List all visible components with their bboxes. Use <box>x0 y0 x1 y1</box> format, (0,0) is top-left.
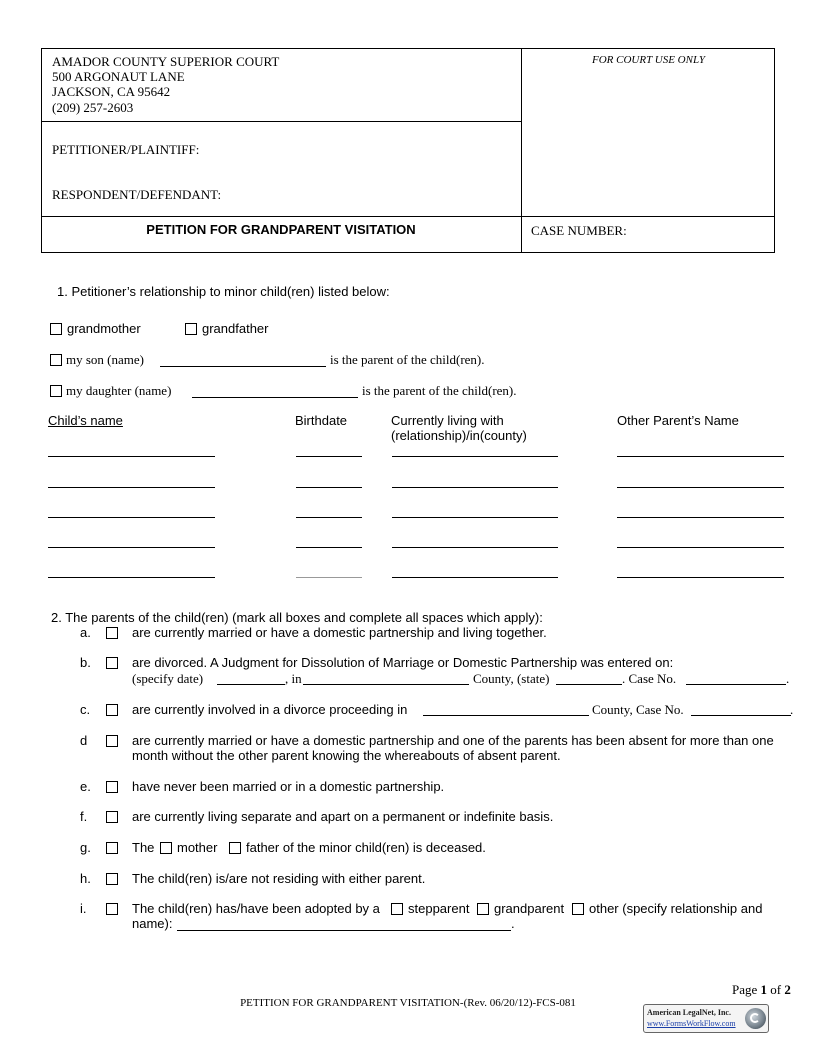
court-street: 500 ARGONAUT LANE <box>52 69 185 84</box>
item-c-period: . <box>790 702 794 717</box>
living-with-field[interactable] <box>392 547 558 548</box>
item-g-letter: g. <box>80 840 91 855</box>
living-with-field[interactable] <box>392 456 558 457</box>
daughter-label: my daughter (name) <box>66 383 172 398</box>
living-with-field[interactable] <box>392 577 558 578</box>
item-d-line1: are currently married or have a domestic partnership and one of the parents has been absent for more than one <box>132 733 774 748</box>
section2-heading: 2. The parents of the child(ren) (mark all boxes and complete all spaces which apply): <box>51 610 543 625</box>
adoption-name-field[interactable] <box>177 930 511 931</box>
item-g-the: The <box>132 840 155 855</box>
item-b-specify-date: (specify date) <box>132 671 204 686</box>
item-b-letter: b. <box>80 655 91 670</box>
globe-icon <box>745 1008 766 1029</box>
daughter-checkbox[interactable] <box>50 385 62 397</box>
title-divider <box>41 216 775 217</box>
child-name-field[interactable] <box>48 456 215 457</box>
other-parent-field[interactable] <box>617 487 784 488</box>
item-d-checkbox[interactable] <box>106 735 118 747</box>
other-parent-field[interactable] <box>617 577 784 578</box>
item-d-letter: d <box>80 733 88 748</box>
page-total: 2 <box>784 982 791 997</box>
daughter-name-field[interactable] <box>192 397 358 398</box>
form-id: PETITION FOR GRANDPARENT VISITATION-(Rev. 06/20/12)-FCS-081 <box>240 997 576 1009</box>
item-i-letter: i. <box>80 901 87 916</box>
item-b-text: are divorced. A Judgment for Dissolution of Marriage or Domestic Partnership was entered on: <box>132 655 674 670</box>
item-c-text: are currently involved in a divorce proceeding in <box>132 702 408 717</box>
item-i-stepparent: stepparent <box>408 901 470 916</box>
stepparent-checkbox[interactable] <box>391 903 403 915</box>
birthdate-field[interactable] <box>296 487 362 488</box>
item-e-letter: e. <box>80 779 91 794</box>
item-b-county-state: County, (state) <box>473 671 550 686</box>
respondent-label: RESPONDENT/DEFENDANT: <box>52 187 222 202</box>
other-parent-field[interactable] <box>617 517 784 518</box>
item-b-in: , in <box>285 671 302 686</box>
son-tail: is the parent of the child(ren). <box>330 352 485 367</box>
item-e-text: have never been married or in a domestic partnership. <box>132 779 445 794</box>
item-b-case-no: . Case No. <box>622 671 677 686</box>
birthdate-field[interactable] <box>296 456 362 457</box>
court-phone: (209) 257-2603 <box>52 100 134 115</box>
case-number-label: CASE NUMBER: <box>531 223 627 238</box>
court-use-only: FOR COURT USE ONLY <box>592 54 705 66</box>
legalnet-logo[interactable] <box>643 1004 769 1033</box>
court-name: AMADOR COUNTY SUPERIOR COURT <box>52 54 280 69</box>
item-g-checkbox[interactable] <box>106 842 118 854</box>
divorce-case-no-field[interactable] <box>686 684 786 685</box>
form-title: PETITION FOR GRANDPARENT VISITATION <box>146 222 416 237</box>
item-h-checkbox[interactable] <box>106 873 118 885</box>
court-city: JACKSON, CA 95642 <box>52 84 171 99</box>
item-i-name-label: name): <box>132 916 173 931</box>
item-e-checkbox[interactable] <box>106 781 118 793</box>
divorce-date-field[interactable] <box>217 684 285 685</box>
item-i-text: The child(ren) has/have been adopted by a <box>132 901 380 916</box>
header-vertical-divider <box>521 48 522 253</box>
son-checkbox[interactable] <box>50 354 62 366</box>
other-parent-field[interactable] <box>617 547 784 548</box>
globe-swirl <box>750 1013 760 1023</box>
grandfather-label: grandfather <box>202 321 269 336</box>
item-h-letter: h. <box>80 871 91 886</box>
son-label: my son (name) <box>66 352 144 367</box>
child-name-field[interactable] <box>48 547 215 548</box>
mother-checkbox[interactable] <box>160 842 172 854</box>
item-b-period: . <box>786 671 790 686</box>
item-a-checkbox[interactable] <box>106 627 118 639</box>
logo-company: American LegalNet, Inc. <box>647 1008 731 1017</box>
item-i-grandparent: grandparent <box>494 901 565 916</box>
birthdate-field[interactable] <box>296 517 362 518</box>
item-f-letter: f. <box>80 809 88 824</box>
col-other-parent: Other Parent’s Name <box>617 413 739 428</box>
address-divider <box>41 121 522 122</box>
proceeding-county-field[interactable] <box>423 715 589 716</box>
item-d-line2: month without the other parent knowing the whereabouts of absent parent. <box>132 748 561 763</box>
item-c-checkbox[interactable] <box>106 704 118 716</box>
grandmother-label: grandmother <box>67 321 141 336</box>
father-checkbox[interactable] <box>229 842 241 854</box>
daughter-tail: is the parent of the child(ren). <box>362 383 517 398</box>
col-child-name: Child’s name <box>48 413 123 428</box>
item-g-father-text: father of the minor child(ren) is deceased. <box>246 840 486 855</box>
section1-heading: 1. Petitioner’s relationship to minor child(ren) listed below: <box>57 284 390 299</box>
col-birthdate: Birthdate <box>295 413 348 428</box>
page-indicator <box>732 982 791 998</box>
child-name-field[interactable] <box>48 577 215 578</box>
item-c-letter: c. <box>80 702 91 717</box>
living-with-field[interactable] <box>392 517 558 518</box>
proceeding-case-no-field[interactable] <box>691 715 791 716</box>
other-parent-field[interactable] <box>617 456 784 457</box>
logo-url[interactable]: www.FormsWorkFlow.com <box>647 1019 736 1028</box>
item-f-checkbox[interactable] <box>106 811 118 823</box>
son-name-field[interactable] <box>160 366 326 367</box>
page-of: of <box>767 982 785 997</box>
col-living-2: (relationship)/in(county) <box>391 428 527 443</box>
item-i-period: . <box>511 916 515 931</box>
item-b-checkbox[interactable] <box>106 657 118 669</box>
birthdate-field[interactable] <box>296 547 362 548</box>
divorce-state-field[interactable] <box>556 684 622 685</box>
item-a-letter: a. <box>80 625 91 640</box>
child-name-field[interactable] <box>48 517 215 518</box>
living-with-field[interactable] <box>392 487 558 488</box>
birthdate-field[interactable] <box>296 577 362 578</box>
page-prefix: Page <box>732 982 761 997</box>
item-h-text: The child(ren) is/are not residing with either parent. <box>132 871 426 886</box>
other-checkbox[interactable] <box>572 903 584 915</box>
grandfather-checkbox[interactable] <box>185 323 197 335</box>
item-a-text: are currently married or have a domestic partnership and living together. <box>132 625 547 640</box>
divorce-county-field[interactable] <box>303 684 469 685</box>
col-living-1: Currently living with <box>391 413 504 428</box>
item-i-checkbox[interactable] <box>106 903 118 915</box>
petitioner-label: PETITIONER/PLAINTIFF: <box>52 142 200 157</box>
item-g-mother: mother <box>177 840 218 855</box>
grandmother-checkbox[interactable] <box>50 323 62 335</box>
item-i-other: other (specify relationship and <box>589 901 763 916</box>
child-name-field[interactable] <box>48 487 215 488</box>
item-c-tail: County, Case No. <box>592 702 684 717</box>
grandparent-checkbox[interactable] <box>477 903 489 915</box>
page-number: 1 <box>760 982 768 997</box>
item-f-text: are currently living separate and apart on a permanent or indefinite basis. <box>132 809 554 824</box>
